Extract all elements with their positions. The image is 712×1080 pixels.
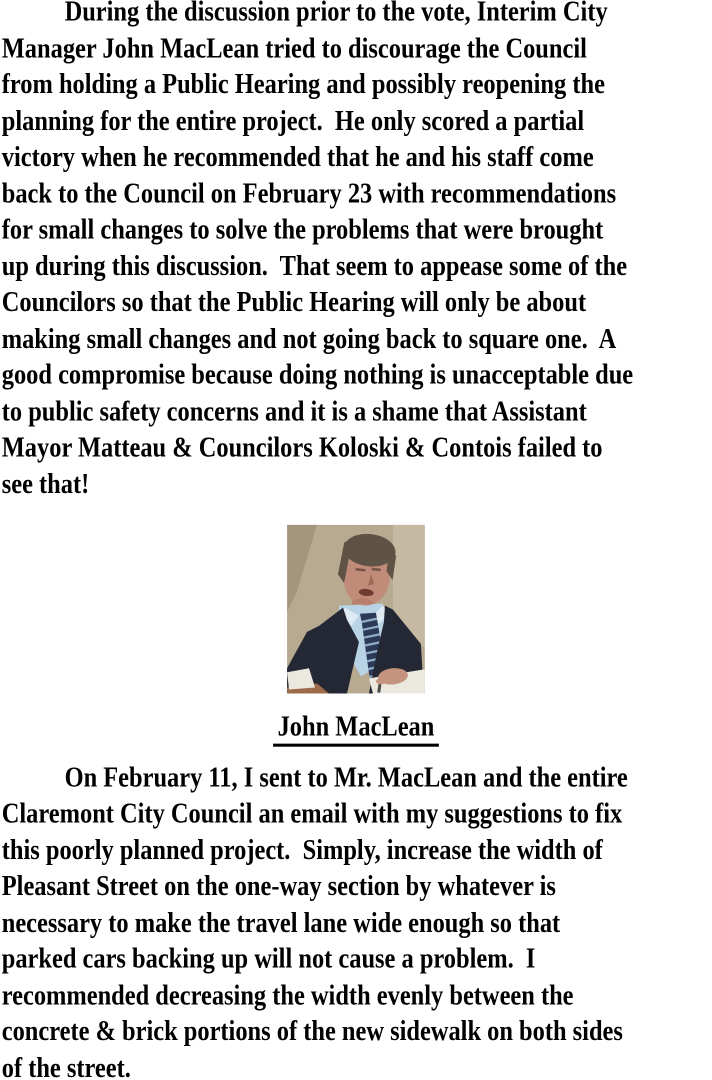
paragraph-line: Manager John MacLean tried to discourage the Council	[1, 32, 587, 65]
paragraph-line: During the discussion prior to the vote, Interim City	[64, 0, 608, 28]
paragraph-line: back to the Council on February 23 with recommendations	[1, 177, 617, 210]
paragraph-line: On February 11, I sent to Mr. MacLean and the entire	[64, 761, 628, 794]
paragraph-line: victory when he recommended that he and his staff come	[1, 141, 594, 173]
paragraph-line: recommended decreasing the width evenly between the	[1, 979, 574, 1012]
paragraph-line: of the street.	[1, 1051, 131, 1080]
photo-illustration	[287, 525, 425, 694]
thumb	[376, 678, 386, 684]
paragraph-line: to public safety concerns and it is a shame that Assistant	[1, 395, 587, 428]
paragraph-line: parked cars backing up will not cause a problem. I	[1, 943, 536, 975]
caption-text: John MacLean	[273, 711, 439, 747]
photo-caption	[0, 709, 712, 745]
photo-john-maclean	[287, 525, 425, 694]
paragraph-line: Claremont City Council an email with my suggestions to fix	[1, 797, 623, 830]
paragraph-line: good compromise because doing nothing is unacceptable due	[1, 359, 634, 391]
paragraph-line: concrete & brick portions of the new sidewalk on both sides	[1, 1015, 623, 1048]
paragraph-2	[0, 759, 712, 1080]
paragraph-line: for small changes to solve the problems that were brought	[1, 213, 604, 246]
paragraph-line: this poorly planned project. Simply, increase the width of	[1, 834, 603, 866]
paragraph-line: see that!	[1, 468, 90, 500]
paragraph-line: Councilors so that the Public Hearing will only be about	[1, 286, 587, 319]
paragraph-line: Pleasant Street on the one-way section by whatever is	[1, 870, 556, 903]
paragraph-line: up during this discussion. That seem to appease some of the	[1, 250, 628, 282]
paragraph-1	[0, 0, 712, 502]
paragraph-line: from holding a Public Hearing and possibly reopening the	[1, 68, 605, 101]
paragraph-line: Mayor Matteau & Councilors Koloski & Contois failed to	[1, 431, 603, 464]
paragraph-line: making small changes and not going back to square one. A	[1, 322, 617, 355]
paragraph-line: necessary to make the travel lane wide enough so that	[1, 906, 561, 939]
paragraph-line: planning for the entire project. He only scored a partial	[1, 104, 585, 137]
